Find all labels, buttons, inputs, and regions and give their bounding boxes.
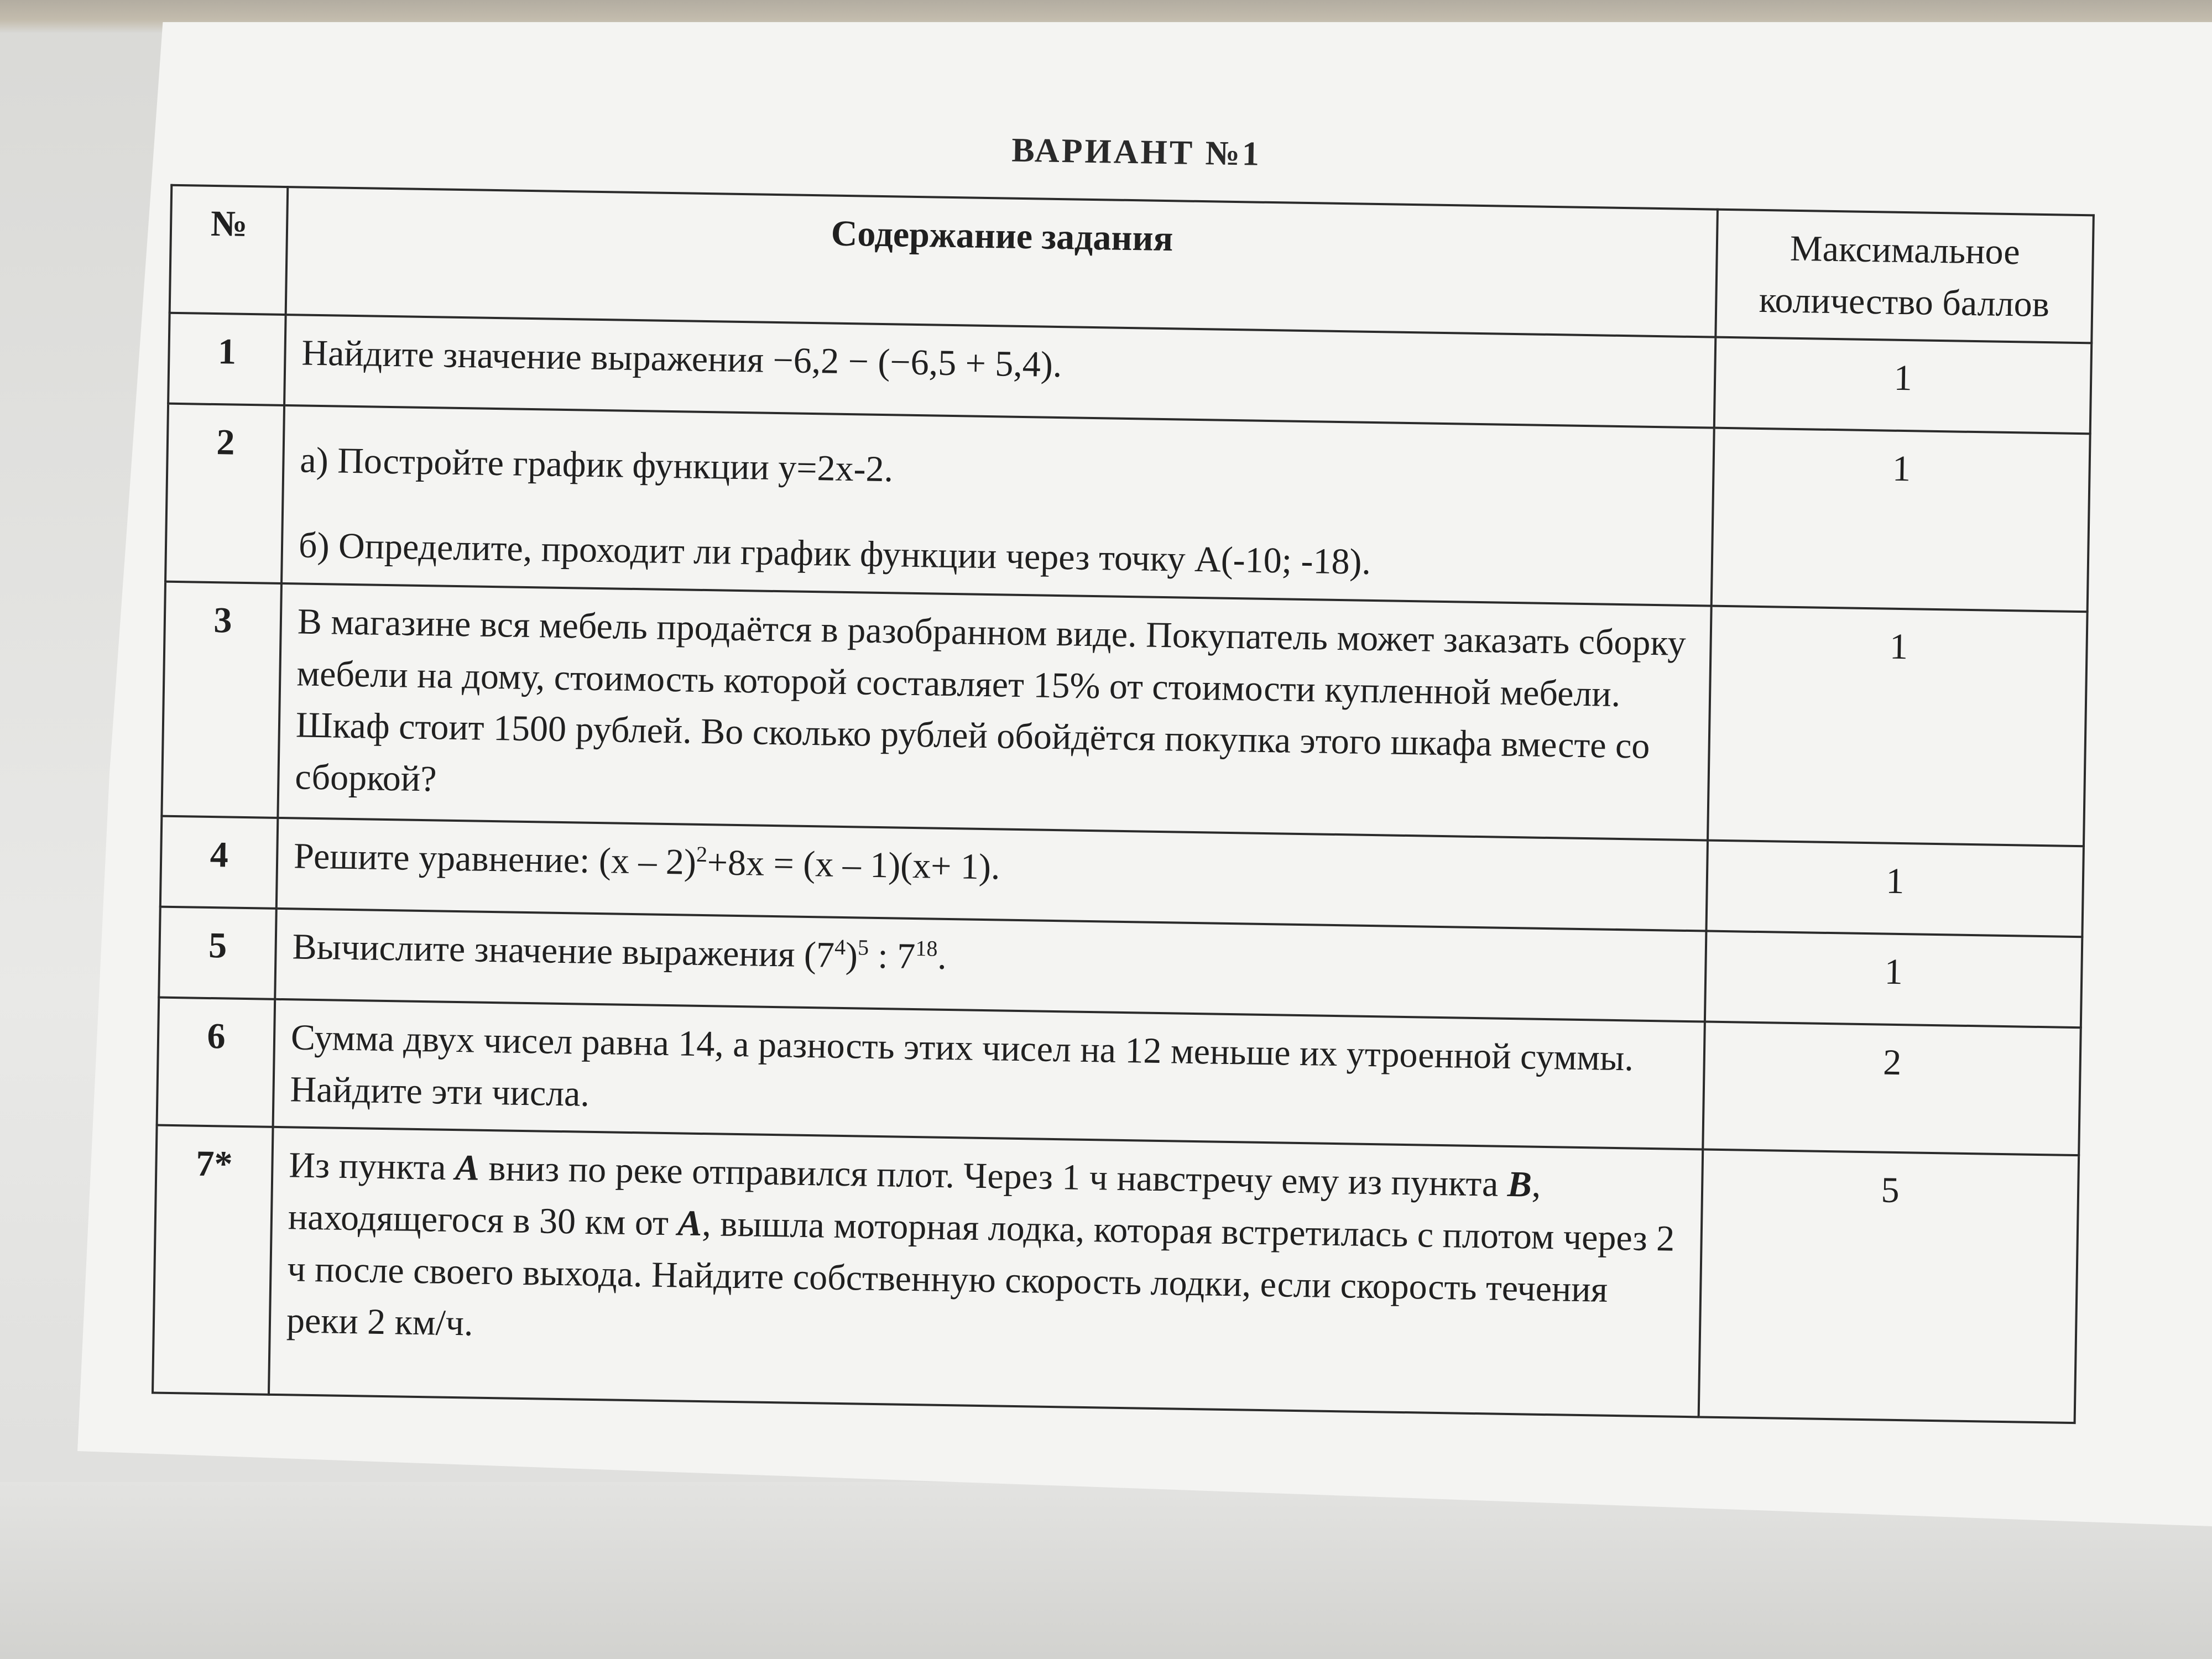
task-part-b: б) Определите, проходит ли график функции через точку А(-10; -18). [298, 525, 1371, 583]
page-title: ВАРИАНТ №1 [1011, 131, 1262, 173]
expression-paren: ) [845, 935, 858, 976]
task-points: 1 [1714, 337, 2091, 434]
task-number: 1 [168, 313, 286, 405]
task-points: 1 [1712, 428, 2090, 612]
exponent-divisor: 18 [915, 935, 938, 961]
task-points: 2 [1703, 1021, 2081, 1155]
task-row-2 [165, 404, 2090, 612]
task-number: 4 [160, 816, 278, 908]
exponent: 2 [696, 841, 708, 867]
task-row-3 [161, 582, 2087, 847]
task-row-7 [153, 1125, 2079, 1423]
task-text: В магазине вся мебель продаётся в разобранном виде. Покупатель может заказать сборку мебели на дому, стоимость которой составляет 15% от стоимости купленной мебели. Шкаф стоит 1500 рублей. Во сколько рублей обойдётся покупка этого шкафа вместе со сборкой? [278, 583, 1711, 841]
task-number: 5 [159, 906, 276, 999]
task-text: Найдите значение выражения −6,2 − (−6,5 + 5,4). [284, 315, 1715, 428]
point-label: A [677, 1203, 702, 1244]
expression-end: . [937, 936, 947, 977]
header-number: № [170, 185, 288, 315]
task-points: 5 [1699, 1150, 2079, 1423]
task-number: 7* [153, 1125, 273, 1395]
task-text [281, 405, 1714, 606]
worksheet [50, 116, 2189, 1515]
header-points: Максимальное количество баллов [1715, 210, 2094, 343]
task-text-part: , вышла моторная лодка, которая встретилась с плотом через 2 ч после своего выхода. Найдите собственную скорость лодки, если скорость течения реки 2 км/ч. [286, 1203, 1675, 1344]
exponent-outer: 5 [857, 935, 869, 960]
header-content: Содержание задания [286, 187, 1718, 337]
equation-right: +8x = (x – 1)(x+ 1). [707, 842, 1001, 888]
task-text [269, 1127, 1703, 1417]
task-text-part: , находящегося в 30 км от [288, 1164, 1541, 1244]
point-label: B [1507, 1164, 1532, 1205]
task-number: 2 [165, 404, 284, 583]
exponent-inner: 4 [834, 934, 846, 959]
expression-start: Вычислите значение выражения (7 [292, 926, 835, 975]
task-points: 1 [1708, 606, 2088, 846]
task-text-part: вниз по реке отправился плот. Через 1 ч навстречу ему из пункта [479, 1148, 1508, 1205]
task-part-a: а) Постройте график функции у=2х-2. [299, 440, 894, 490]
task-text-part: Из пункта [288, 1145, 456, 1188]
task-number: 3 [161, 582, 281, 818]
task-number: 6 [157, 997, 275, 1127]
equation-left: Решите уравнение: (x – 2) [293, 836, 697, 883]
tasks-table [152, 184, 2095, 1425]
task-points: 1 [1706, 840, 2083, 937]
task-text: Сумма двух чисел равна 14, а разность этих чисел на 12 меньше их утроенной суммы. Найдите эти числа. [273, 999, 1705, 1150]
expression-divide: : 7 [868, 935, 916, 977]
task-points: 1 [1705, 931, 2082, 1027]
point-label: A [455, 1147, 480, 1189]
